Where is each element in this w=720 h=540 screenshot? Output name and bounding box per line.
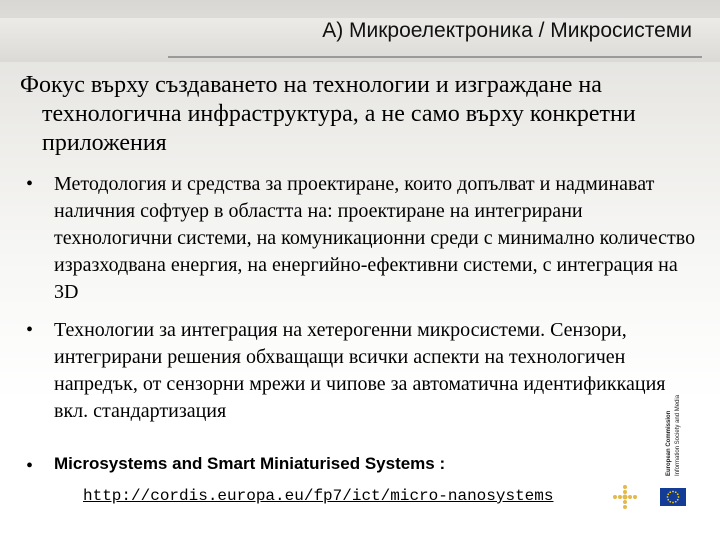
eu-star-icon bbox=[677, 493, 679, 495]
eu-star-icon bbox=[677, 499, 679, 501]
bullet-text: Методология и средства за проектиране, които допълват и надминават наличния софтуер в областта на: проектиране на интегрирани технологични системи, на комуникационни среди с минимално количество изразходвана енергия, на енергийно-ефективни системи, с интеграция на 3D bbox=[54, 173, 696, 303]
bullet-dot: • bbox=[26, 455, 34, 477]
eu-star-icon bbox=[675, 491, 677, 493]
ec-logo-line1: European Commission bbox=[666, 410, 672, 476]
eu-star-icon bbox=[678, 496, 680, 498]
ec-logo-line2: Information Society and Media bbox=[675, 394, 681, 476]
eu-star-icon bbox=[669, 501, 671, 503]
eu-flag-icon bbox=[660, 488, 686, 506]
ec-logo-text bbox=[652, 370, 696, 476]
intro-paragraph: Фокус върху създаването на технологии и изграждане на технологична инфраструктура, а не само върху конкретни приложения bbox=[20, 72, 636, 156]
eu-star-icon bbox=[667, 496, 669, 498]
eu-star-icon bbox=[667, 493, 669, 495]
bullet-text: Технологии за интеграция на хетерогенни микросистеми. Сензори, интегрирани решения обхващащи всички аспекти на технологичен напредък, от сензорни мрежи и чипове за автоматична идентификкация вкл. стандартизация bbox=[54, 319, 666, 422]
eu-star-icon bbox=[675, 501, 677, 503]
eu-star-icon bbox=[672, 502, 674, 504]
bullet-dot: • bbox=[26, 173, 34, 195]
eu-star-icon bbox=[669, 491, 671, 493]
bullet-text-microsystems: Microsystems and Smart Miniaturised Systems : bbox=[54, 454, 446, 473]
slide-title: А) Микроелектроника / Микросистеми bbox=[322, 19, 692, 42]
cordis-link[interactable]: http://cordis.europa.eu/fp7/ict/micro-nanosystems bbox=[83, 487, 554, 505]
title-underline bbox=[168, 56, 702, 58]
eu-star-icon bbox=[667, 499, 669, 501]
european-commission-logo bbox=[652, 370, 696, 516]
cross-ornament-icon bbox=[612, 484, 638, 510]
eu-star-icon bbox=[672, 491, 674, 493]
bullet-dot: • bbox=[26, 319, 34, 341]
